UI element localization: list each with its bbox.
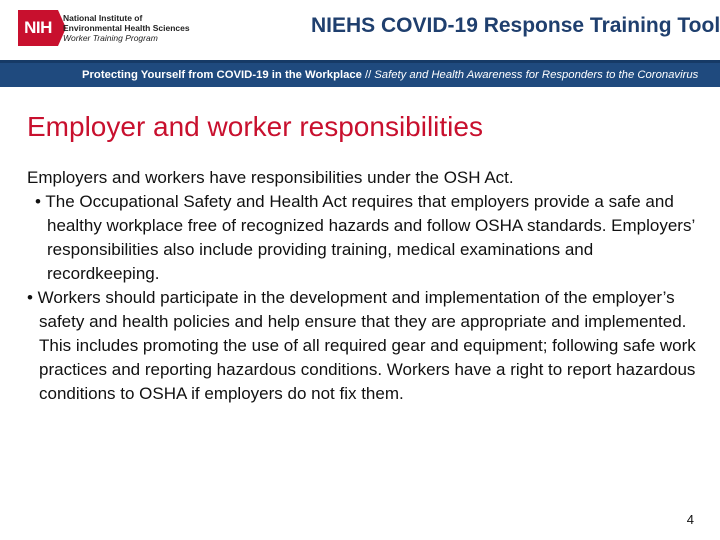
banner — [0, 60, 720, 87]
org-line-1: National Institute of — [63, 13, 143, 23]
bullet-workers: • Workers should participate in the development and implementation of the employer’s safety and health policies and help ensure that they are appropriate and implemented. This includes promoting the use of all required gear and equipment; following safe work practices and reporting hazardous conditions. Workers have a right to report hazardous conditions to OSHA if employers do not fix them. — [27, 288, 696, 403]
banner-bold-text: Protecting Yourself from COVID-19 in the Workplace — [82, 69, 362, 81]
org-name — [63, 13, 190, 43]
page-number: 4 — [686, 512, 694, 527]
banner-italic-text: Safety and Health Awareness for Responders to the Coronavirus — [374, 69, 699, 81]
header — [0, 0, 720, 60]
slide-title: Employer and worker responsibilities — [27, 111, 483, 142]
nih-logo-text: NIH — [24, 18, 52, 37]
slide-body — [27, 166, 707, 406]
lead-text: Employers and workers have responsibilities under the OSH Act. — [27, 168, 514, 187]
org-line-2: Environmental Health Sciences — [63, 23, 190, 33]
org-line-3: Worker Training Program — [63, 33, 158, 43]
banner-separator: // — [364, 69, 372, 81]
nih-logo — [18, 10, 58, 46]
bullet-employers: • The Occupational Safety and Health Act requires that employers provide a safe and healthy workplace free of recognized hazards and follow OSHA standards. Employers’ responsibilities also include providing training, medical examinations and recordkeeping. — [35, 192, 695, 283]
tool-title: NIEHS COVID-19 Response Training Tool — [311, 14, 720, 37]
